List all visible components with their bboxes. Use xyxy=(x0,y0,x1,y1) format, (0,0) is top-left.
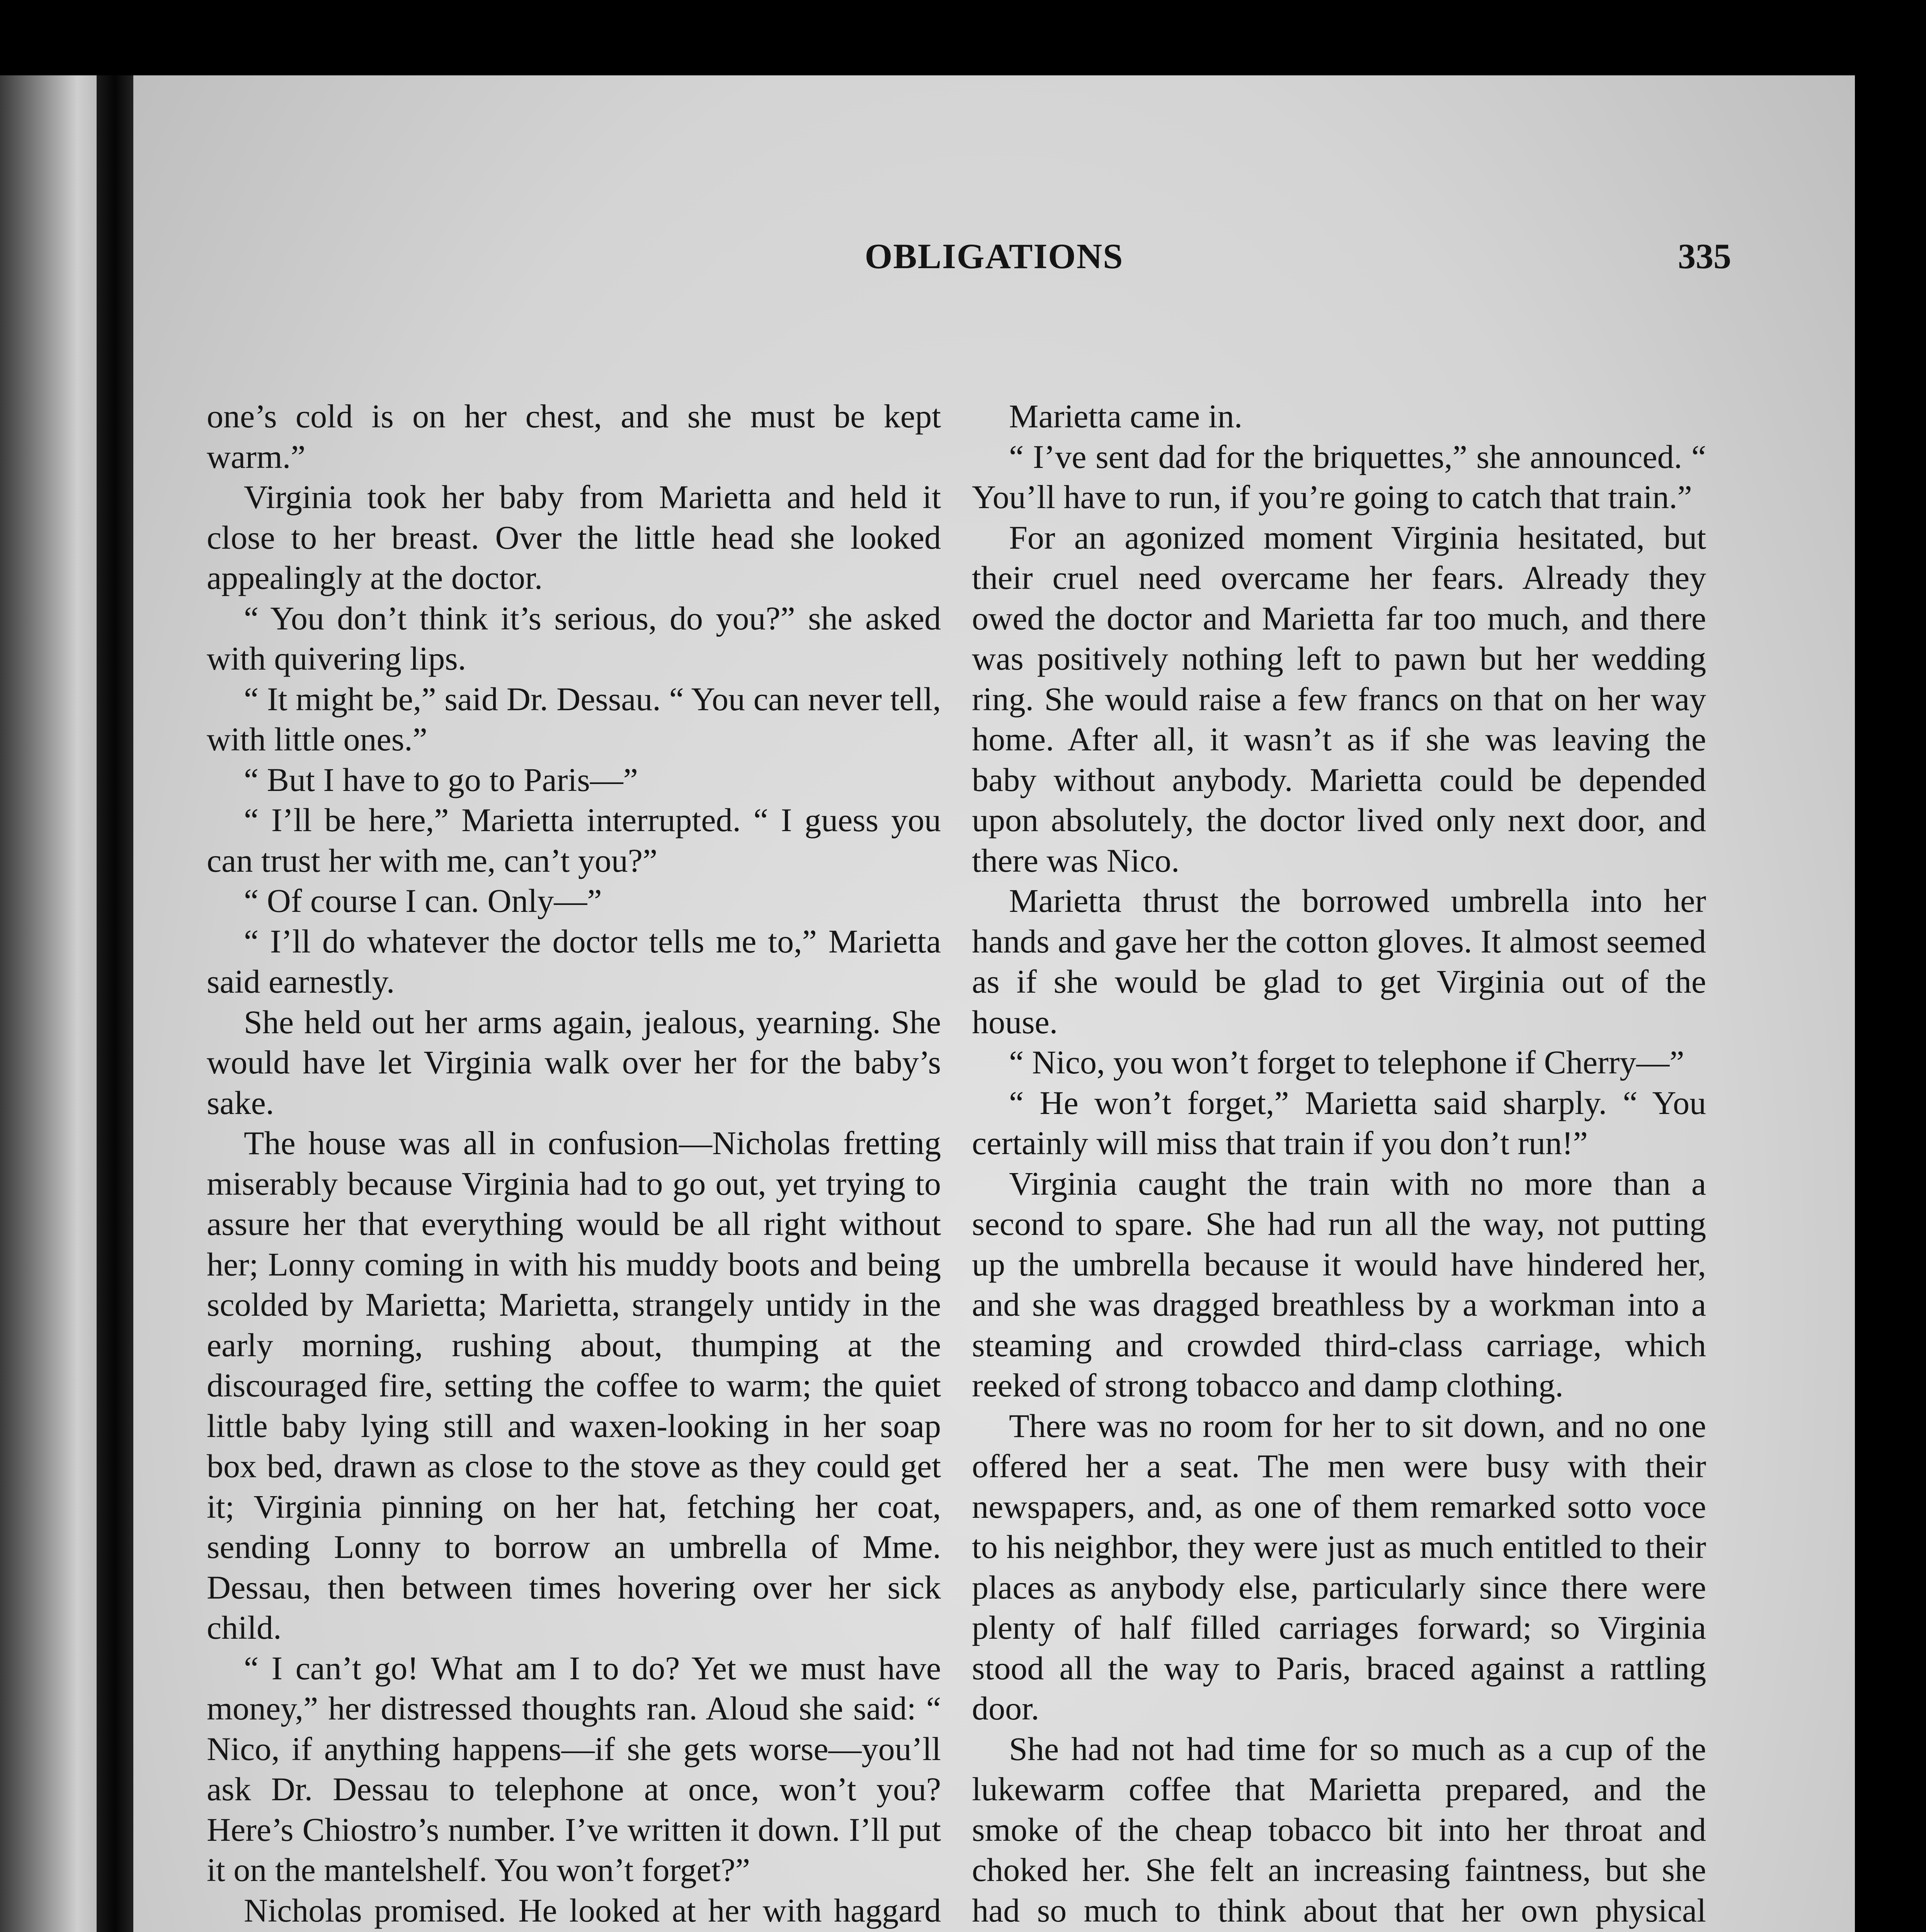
paragraph: one’s cold is on her chest, and she must be kept warm.” xyxy=(207,398,941,475)
paragraph: Nicholas promised. He looked at her with haggard xyxy=(244,1891,941,1929)
paragraph: Marietta came in. xyxy=(1009,398,1243,435)
paragraph: “ I can’t go! What am I to do? Yet we must have money,” her distressed thoughts ran. Aloud she said: “ Nico, if anything happens—if she gets worse—you’ll ask Dr. Dessau to telephone at once, won’t you? Here’s Chiostro’s number. I’ve written it down. I’ll put it on the mantelshelf. You won’t forget?” xyxy=(207,1649,941,1888)
left-text-column xyxy=(207,396,941,1932)
paragraph: Virginia caught the train with no more than a second to spare. She had run all the way, not putting up the umbrella because it would have hindered her, and she was dragged breathless by a workman into a steaming and crowded third-class carriage, which reeked of strong tobacco and damp clothing. xyxy=(972,1165,1706,1404)
paragraph: Virginia took her baby from Marietta and held it close to her breast. Over the little head she looked appealingly at the doctor. xyxy=(207,478,941,596)
paragraph: Marietta thrust the borrowed umbrella into her hands and gave her the cotton gloves. It almost seemed as if she would be glad to get Virginia out of the house. xyxy=(972,882,1706,1041)
paragraph: There was no room for her to sit down, and no one offered her a seat. The men were busy with their newspapers, and, as one of them remarked sotto voce to his neighbor, they were just as much entitled to their places as anybody else, particularly since there were plenty of half filled carriages forward; so Virginia stood all the way to Paris, braced against a rattling door. xyxy=(972,1407,1706,1727)
book-gutter xyxy=(97,75,133,1932)
paragraph: “ Nico, you won’t forget to telephone if Cherry—” xyxy=(1009,1044,1684,1081)
right-text-column xyxy=(972,396,1706,1932)
paragraph: “ But I have to go to Paris—” xyxy=(244,761,638,798)
paragraph: “ I’ll do whatever the doctor tells me to,” Marietta said earnestly. xyxy=(207,922,941,1000)
paragraph: She held out her arms again, jealous, yearning. She would have let Virginia walk over her for the baby’s sake. xyxy=(207,1003,941,1121)
paragraph: “ Of course I can. Only—” xyxy=(244,882,602,919)
page-header xyxy=(133,236,1855,298)
book-page xyxy=(133,75,1855,1932)
paragraph: “ I’ve sent dad for the briquettes,” she announced. “ You’ll have to run, if you’re going to catch that train.” xyxy=(972,438,1706,515)
previous-page-edge xyxy=(0,75,97,1932)
paragraph: “ It might be,” said Dr. Dessau. “ You can never tell, with little ones.” xyxy=(207,680,941,758)
paragraph: “ He won’t forget,” Marietta said sharply. “ You certainly will miss that train if you don’t run!” xyxy=(972,1084,1706,1162)
paragraph: The house was all in confusion—Nicholas fretting miserably because Virginia had to go out, yet trying to assure her that everything would be all right without her; Lonny coming in with his muddy boots and being scolded by Marietta; Marietta, strangely untidy in the early morning, rushing about, thumping at the discouraged fire, setting the coffee to warm; the quiet little baby lying still and waxen-looking in her soap box bed, drawn as close to the stove as they could get it; Virginia pinning on her hat, fetching her coat, sending Lonny to borrow an umbrella of Mme. Dessau, then between times hovering over her sick child. xyxy=(207,1124,941,1646)
running-title: OBLIGATIONS xyxy=(864,236,1124,276)
paragraph: “ I’ll be here,” Marietta interrupted. “ I guess you can trust her with me, can’t you?” xyxy=(207,801,941,879)
paragraph: She had not had time for so much as a cup of the lukewarm coffee that Marietta prepared, and the smoke of the cheap tobacco bit into her throat and choked her. She felt an increasing faintness, but she had so much to think about that her own physical xyxy=(972,1730,1706,1929)
paragraph: For an agonized moment Virginia hesitated, but their cruel need overcame her fears. Already they owed the doctor and Marietta far too much, and there was positively nothing left to pawn but her wedding ring. She would raise a few francs on that on her way home. After all, it wasn’t as if she was leaving the baby without anybody. Marietta could be depended upon absolutely, the doctor lived only next door, and there was Nico. xyxy=(972,519,1706,879)
page-number: 335 xyxy=(1678,236,1731,276)
paragraph: “ You don’t think it’s serious, do you?” she asked with quivering lips. xyxy=(207,599,941,677)
